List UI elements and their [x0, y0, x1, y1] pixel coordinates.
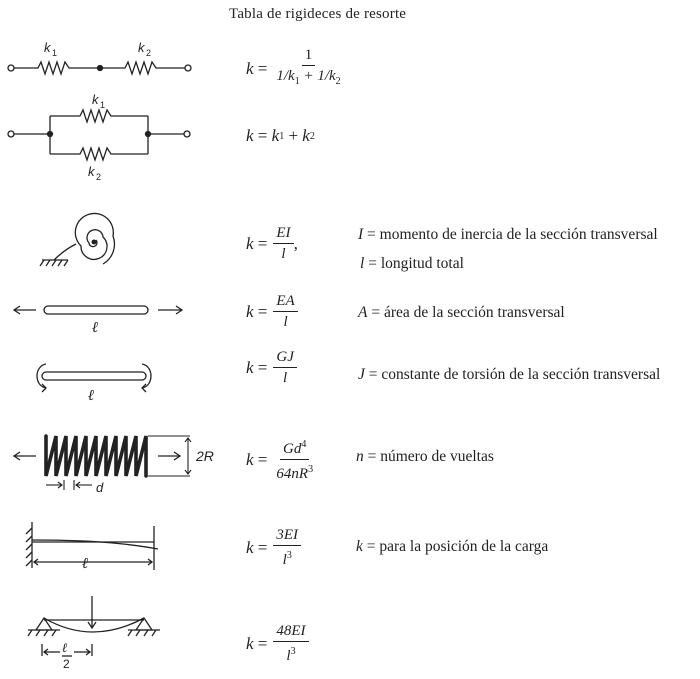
coil-spring-equation: k = $\frac{Gd^4}{64nR^3}$ [246, 436, 316, 483]
axial-equation: k = $\frac{EA}{l}$ [246, 292, 298, 331]
axial-bar-figure [0, 296, 200, 336]
torsion-equation: k = $\frac{GJ}{l}$ [246, 348, 297, 387]
series-springs-figure [0, 30, 210, 90]
parallel-equation: k = k 1 + k 2 [246, 126, 315, 145]
torsion-desc-constant: J = constante de torsión de la sección transversal [358, 366, 661, 383]
cantilever-figure [20, 516, 180, 576]
coil-spring-figure [0, 428, 240, 496]
parallel-k1-sub: 1 [100, 100, 106, 110]
cantilever-equation: k = $\frac{3EI}{l^3}$ [246, 526, 301, 569]
axial-bar-length-label: ℓ [92, 318, 99, 336]
series-equation: k = $\frac{1}{1/k_1 + 1/k_2}$ [246, 47, 341, 87]
series-k2-sub: 2 [146, 48, 152, 58]
series-k2-label: k [138, 40, 145, 55]
coil-spring-desc-turns: n = número de vueltas [356, 448, 494, 465]
series-k1-label: k [44, 40, 51, 55]
parallel-k2-label: k [88, 164, 95, 179]
axial-desc-area: A = área de la sección transversal [358, 304, 565, 321]
simply-supported-figure [20, 592, 180, 672]
cantilever-length-label: ℓ [82, 554, 89, 572]
coil-spring-radius-label: 2R [196, 448, 214, 464]
cantilever-desc-load: k = para la posición de la carga [356, 538, 549, 555]
parallel-k2-sub: 2 [96, 172, 102, 182]
series-k1-sub: 1 [52, 48, 58, 58]
page-title: Tabla de rigideces de resorte [229, 6, 407, 22]
spiral-spring-figure [30, 208, 140, 278]
simply-supported-length-label: ℓ [62, 641, 68, 656]
spiral-desc-inertia: I = momento de inercia de la sección transversal [358, 226, 658, 243]
torsion-bar-figure [30, 354, 160, 404]
parallel-springs-figure [0, 88, 210, 188]
simply-supported-half-label: 2 [63, 657, 70, 671]
torsion-bar-length-label: ℓ [88, 386, 95, 404]
spiral-desc-length: l = longitud total [360, 255, 464, 272]
spiral-equation: k = $\frac{EI}{l}$ , [246, 225, 298, 262]
parallel-k1-label: k [92, 92, 99, 107]
coil-spring-wire-label: d [96, 480, 104, 495]
simply-supported-equation: k = $\frac{48EI}{l^3}$ [246, 622, 309, 665]
